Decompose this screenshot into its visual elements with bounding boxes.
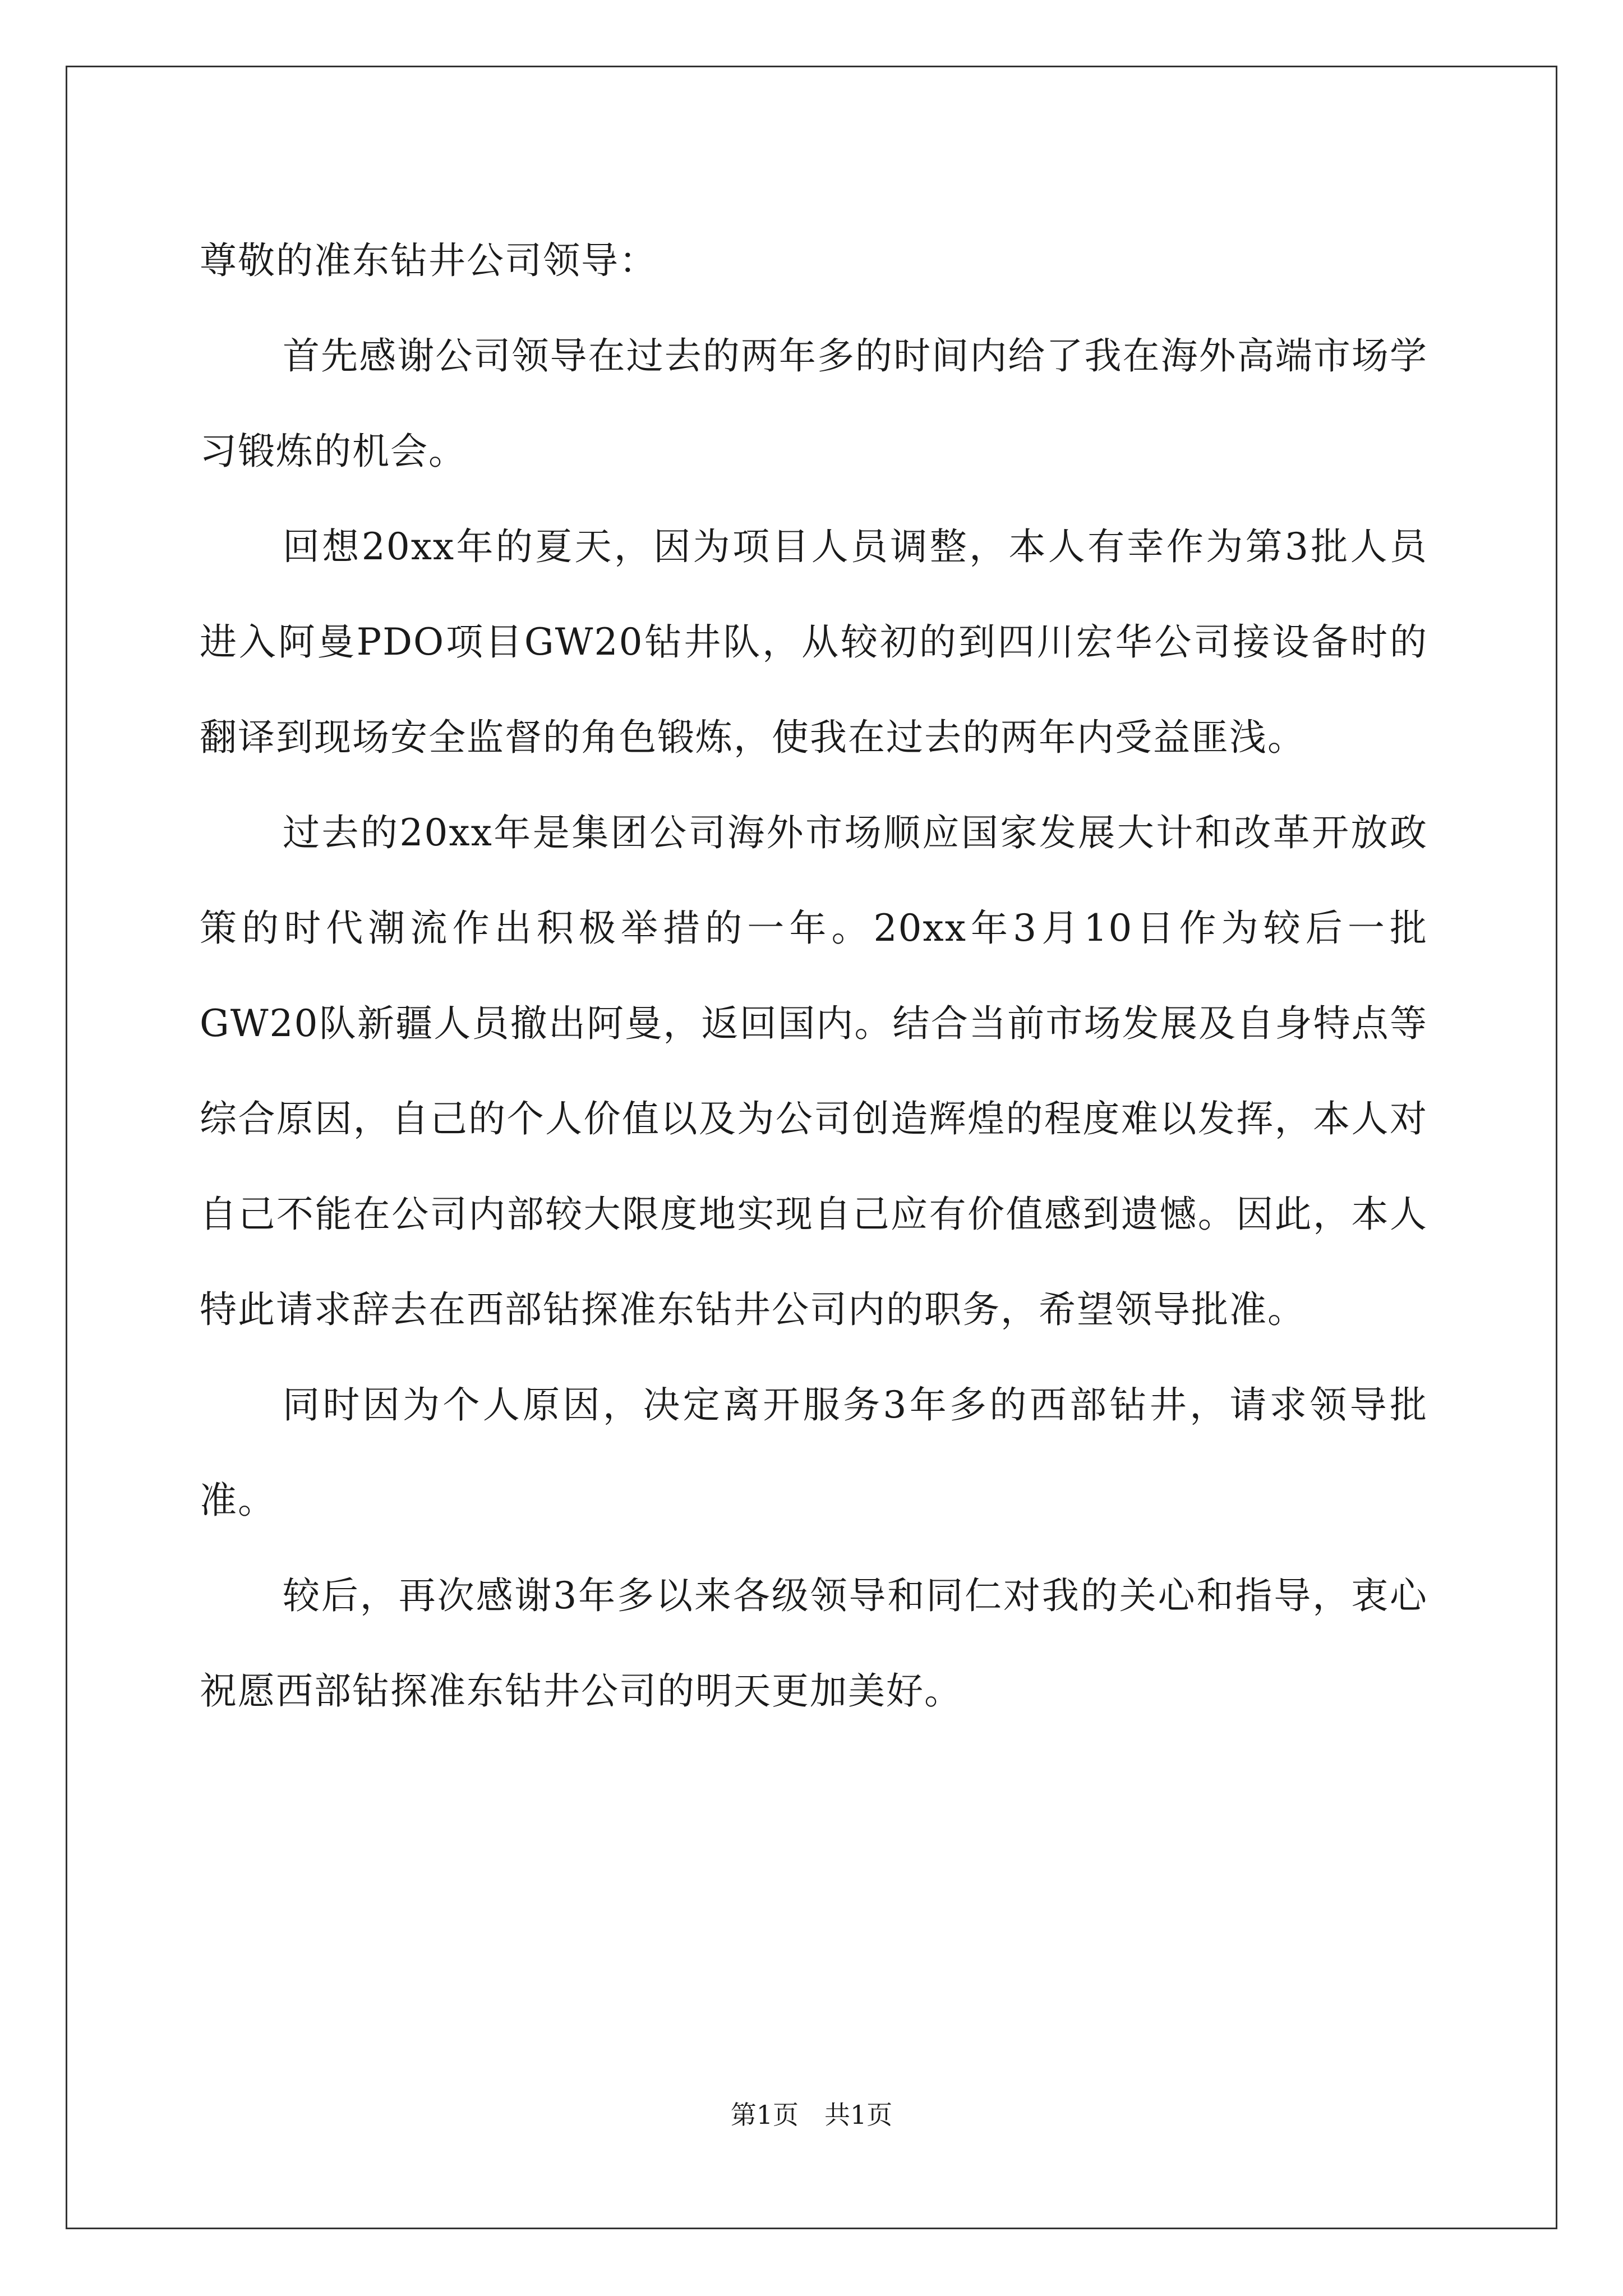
paragraph-4: 同时因为个人原因，决定离开服务3年多的西部钻井，请求领导批准。 xyxy=(200,1383,1428,1522)
letter-body xyxy=(200,213,1428,1739)
page-number-footer: 第1页 共1页 xyxy=(730,2100,893,2130)
salutation: 尊敬的准东钻井公司领导： xyxy=(200,239,657,282)
paragraph-3: 过去的20xx年是集团公司海外市场顺应国家发展大计和改革开放政策的时代潮流作出积极举措的一年。20xx年3月10日作为较后一批GW20队新疆人员撤出阿曼，返回国内。结合当前市场发展及自身特点等综合原因，自己的个人价值以及为公司创造辉煌的程度难以发挥，本人对自己不能在公司内部较大限度地实现自己应有价值感到遗憾。因此，本人特此请求辞去在西部钻探准东钻井公司内的职务，希望领导批准。 xyxy=(200,811,1428,1331)
paragraph-5: 较后，再次感谢3年多以来各级领导和同仁对我的关心和指导，衷心祝愿西部钻探准东钻井公司的明天更加美好。 xyxy=(200,1574,1428,1713)
paragraph-2: 回想20xx年的夏天，因为项目人员调整，本人有幸作为第3批人员进入阿曼PDO项目GW20钻井队，从较初的到四川宏华公司接设备时的翻译到现场安全监督的角色锻炼，使我在过去的两年内受益匪浅。 xyxy=(200,525,1428,759)
paragraph-1: 首先感谢公司领导在过去的两年多的时间内给了我在海外高端市场学习锻炼的机会。 xyxy=(200,334,1428,473)
